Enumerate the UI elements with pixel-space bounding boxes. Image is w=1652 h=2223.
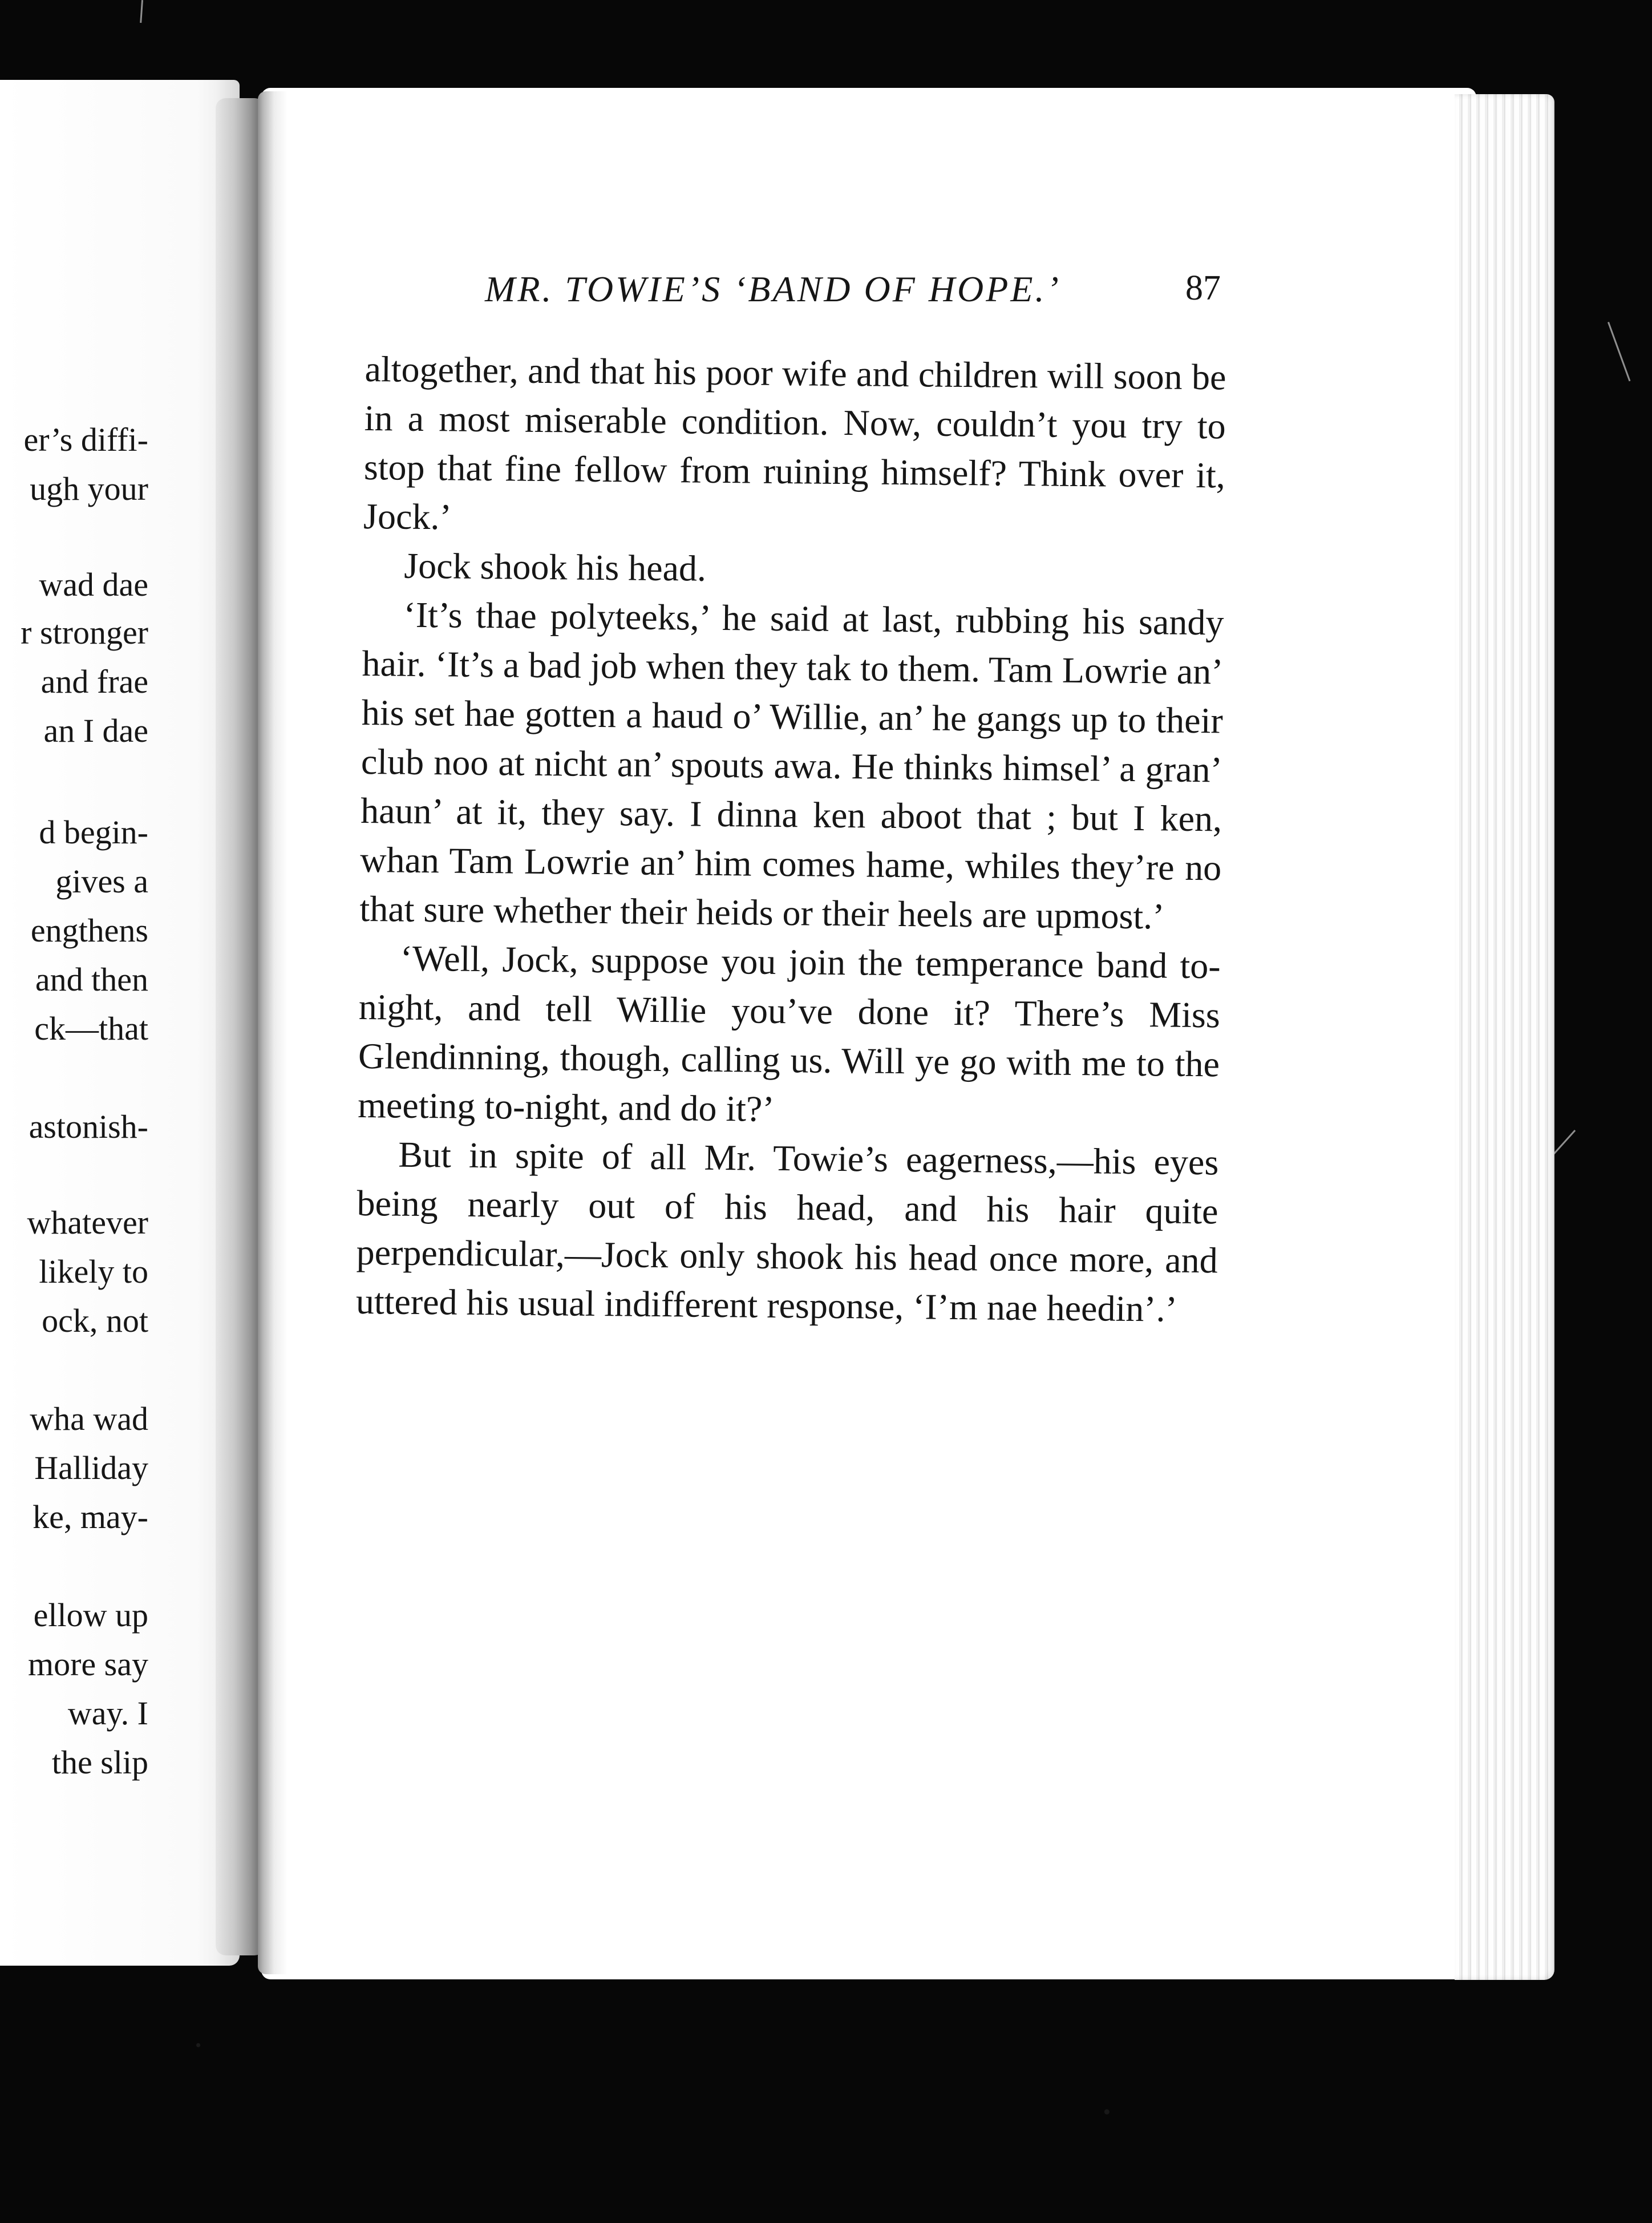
left-page-line: ke, may- bbox=[33, 1498, 148, 1535]
left-page-line: whatever bbox=[27, 1204, 148, 1241]
page-header bbox=[485, 268, 1221, 314]
paragraph-3: ‘It’s thae polyteeks,’ he said at last, rubbing his sandy hair. ‘It’s a bad job when they tak to them. Tam Lowrie an’ his set hae gotten a haud o’ Willie, an’ he gangs up to their club noo at nicht an’ spouts awa. He thinks himsel’ a gran’ haun’ at it, they say. I dinna ken aboot that ; but I ken, whan Tam Lowrie an’ him comes hame, whiles they’re no that sure whether their heids or their heels are upmost.’ bbox=[359, 594, 1224, 937]
left-page-line: engthens bbox=[30, 912, 148, 949]
paragraph-5: But in spite of all Mr. Towie’s eagerness,—his eyes being nearly out of his head, and his hair quite perpendicular,—Jock only shook his head once more, and uttered his usual indifferent response, ‘I’m nae heedin’.’ bbox=[355, 1134, 1219, 1329]
left-page-line: r stronger bbox=[21, 614, 148, 651]
left-page-line: likely to bbox=[39, 1253, 148, 1290]
left-page-line: wad dae bbox=[39, 566, 148, 603]
left-page-line: astonish- bbox=[29, 1108, 148, 1145]
left-page-line: and then bbox=[35, 961, 148, 998]
left-page-line: an I dae bbox=[43, 712, 148, 749]
left-page-line: er’s diffi- bbox=[23, 421, 148, 458]
page-number: 87 bbox=[1185, 269, 1221, 308]
left-page-line: d begin- bbox=[39, 814, 148, 851]
main-page-text bbox=[355, 345, 1226, 1334]
left-page-line: the slip bbox=[51, 1744, 148, 1781]
left-page-line: gives a bbox=[55, 863, 148, 900]
paragraph-2: Jock shook his head. bbox=[403, 545, 707, 589]
left-page-line: Halliday bbox=[34, 1449, 148, 1486]
left-page-line: ck—that bbox=[34, 1010, 148, 1047]
paragraph-4: ‘Well, Jock, suppose you join the temperance band to-night, and tell Willie you’ve done it? There’s Miss Glendinning, though, calling us. Will ye go with me to the meeting to-night, and do it?’ bbox=[357, 937, 1221, 1129]
left-page-line: and frae bbox=[41, 663, 148, 700]
left-page-line: wha wad bbox=[30, 1400, 148, 1437]
running-head: MR. TOWIE’S ‘BAND OF HOPE.’ bbox=[485, 269, 1061, 309]
left-page-line: ellow up bbox=[33, 1596, 148, 1634]
left-page-line: ugh your bbox=[30, 470, 148, 507]
left-page-line: way. I bbox=[67, 1695, 148, 1732]
left-page-line: ock, not bbox=[42, 1302, 148, 1339]
left-book-page bbox=[0, 80, 240, 1966]
book-gutter bbox=[258, 91, 288, 1974]
left-page-line: more say bbox=[28, 1646, 148, 1683]
page-edge-stack bbox=[1455, 94, 1554, 1980]
paragraph-1: altogether, and that his poor wife and children will soon be in a most miserable condition. Now, couldn’t you try to stop that fine fellow from ruining himself? Think over it, Jock.’ bbox=[363, 348, 1226, 537]
